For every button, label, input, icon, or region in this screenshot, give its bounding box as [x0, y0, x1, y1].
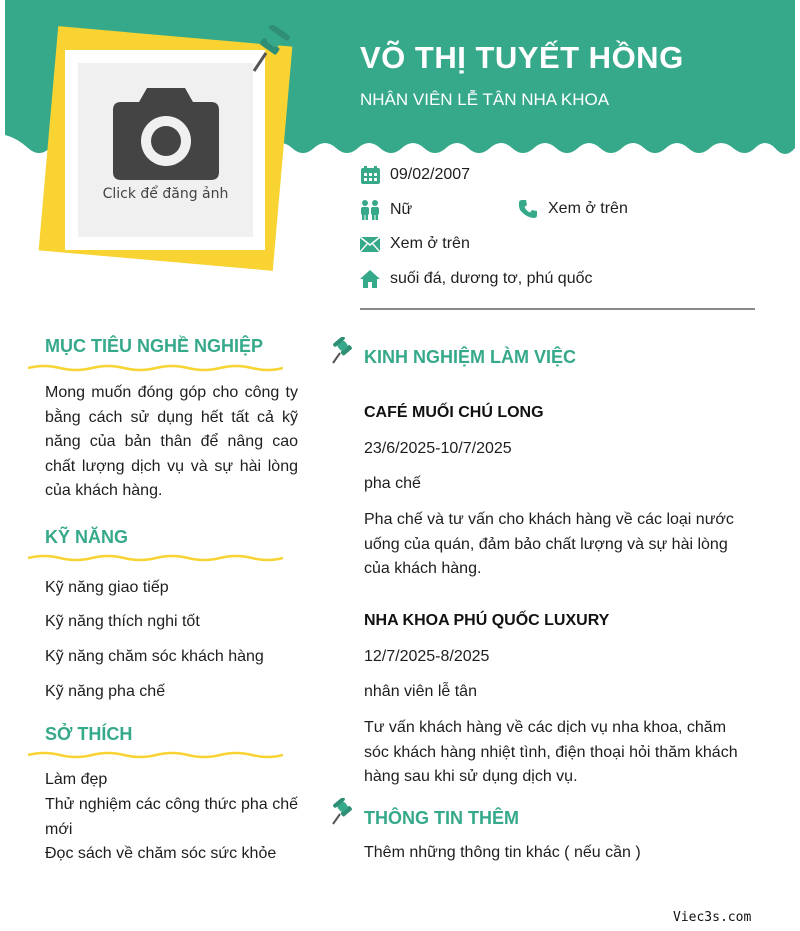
pushpin-icon [330, 337, 356, 365]
job-position: nhân viên lễ tân [364, 683, 477, 700]
job-period: 23/6/2025-10/7/2025 [364, 440, 512, 457]
hobby-item: Đọc sách về chăm sóc sức khỏe [45, 845, 277, 862]
skill-item: Kỹ năng pha chế [45, 683, 166, 700]
email-row [360, 234, 470, 254]
contact-divider [360, 308, 755, 310]
job-period: 12/7/2025-8/2025 [364, 648, 490, 665]
email-value: Xem ở trên [390, 235, 470, 252]
birthday-value: 09/02/2007 [390, 166, 471, 183]
people-icon [360, 200, 380, 220]
skills-underline [28, 553, 283, 563]
phone-icon [518, 199, 538, 219]
job-position: pha chế [364, 475, 421, 492]
address-row [360, 269, 593, 289]
objective-underline [28, 363, 283, 373]
job-description: Pha chế và tư vấn cho khách hàng về các loại nước uống của quán, đảm bảo chất lượng và sự hài lòng của khách hàng. [364, 511, 734, 577]
address-value: suối đá, dương tơ, phú quốc [390, 270, 593, 287]
hobbies-underline [28, 750, 283, 760]
pushpin-icon [248, 25, 290, 73]
footer-brand: Viec3s.com [673, 910, 752, 925]
skill-item: Kỹ năng giao tiếp [45, 579, 169, 596]
hobby-item: Thử nghiệm các công thức pha chế mới [45, 796, 298, 838]
home-icon [360, 269, 380, 289]
photo-upload[interactable] [78, 63, 253, 237]
objective-text: Mong muốn đóng góp cho công ty bằng cách sử dụng hết tất cả kỹ năng của bản thân để nâng cao chất lượng dịch vụ và sự hài lòng của khách hàng. [45, 384, 298, 499]
birthday-row [360, 165, 470, 185]
skills-title: KỸ NĂNG [45, 527, 129, 547]
candidate-job-title: NHÂN VIÊN LỄ TÂN NHA KHOA [360, 90, 610, 109]
photo-label: Click để đăng ảnh [102, 186, 229, 202]
hobbies-title: SỞ THÍCH [45, 724, 133, 744]
gender-row [360, 200, 412, 220]
calendar-icon [360, 165, 380, 185]
additional-title: THÔNG TIN THÊM [364, 808, 519, 828]
envelope-icon [360, 234, 380, 254]
gender-value: Nữ [390, 201, 413, 218]
additional-text: Thêm những thông tin khác ( nếu cần ) [364, 844, 641, 861]
candidate-name: VÕ THỊ TUYẾT HỒNG [360, 40, 684, 75]
hobby-item: Làm đẹp [45, 771, 108, 788]
job-company: NHA KHOA PHÚ QUỐC LUXURY [364, 612, 610, 629]
experience-title: KINH NGHIỆM LÀM VIỆC [364, 347, 577, 367]
objective-title: MỤC TIÊU NGHỀ NGHIỆP [45, 336, 264, 356]
skill-item: Kỹ năng chăm sóc khách hàng [45, 648, 264, 665]
job-company: CAFÉ MUỐI CHÚ LONG [364, 404, 544, 421]
phone-value: Xem ở trên [548, 200, 628, 217]
camera-icon [113, 88, 219, 180]
pushpin-icon [330, 798, 356, 826]
skill-item: Kỹ năng thích nghi tốt [45, 613, 200, 630]
phone-row [518, 199, 628, 219]
job-description: Tư vấn khách hàng về các dịch vụ nha khoa, chăm sóc khách hàng nhiệt tình, điện thoại hỏi thăm khách hàng sau khi sử dụng dịch vụ. [364, 719, 738, 785]
